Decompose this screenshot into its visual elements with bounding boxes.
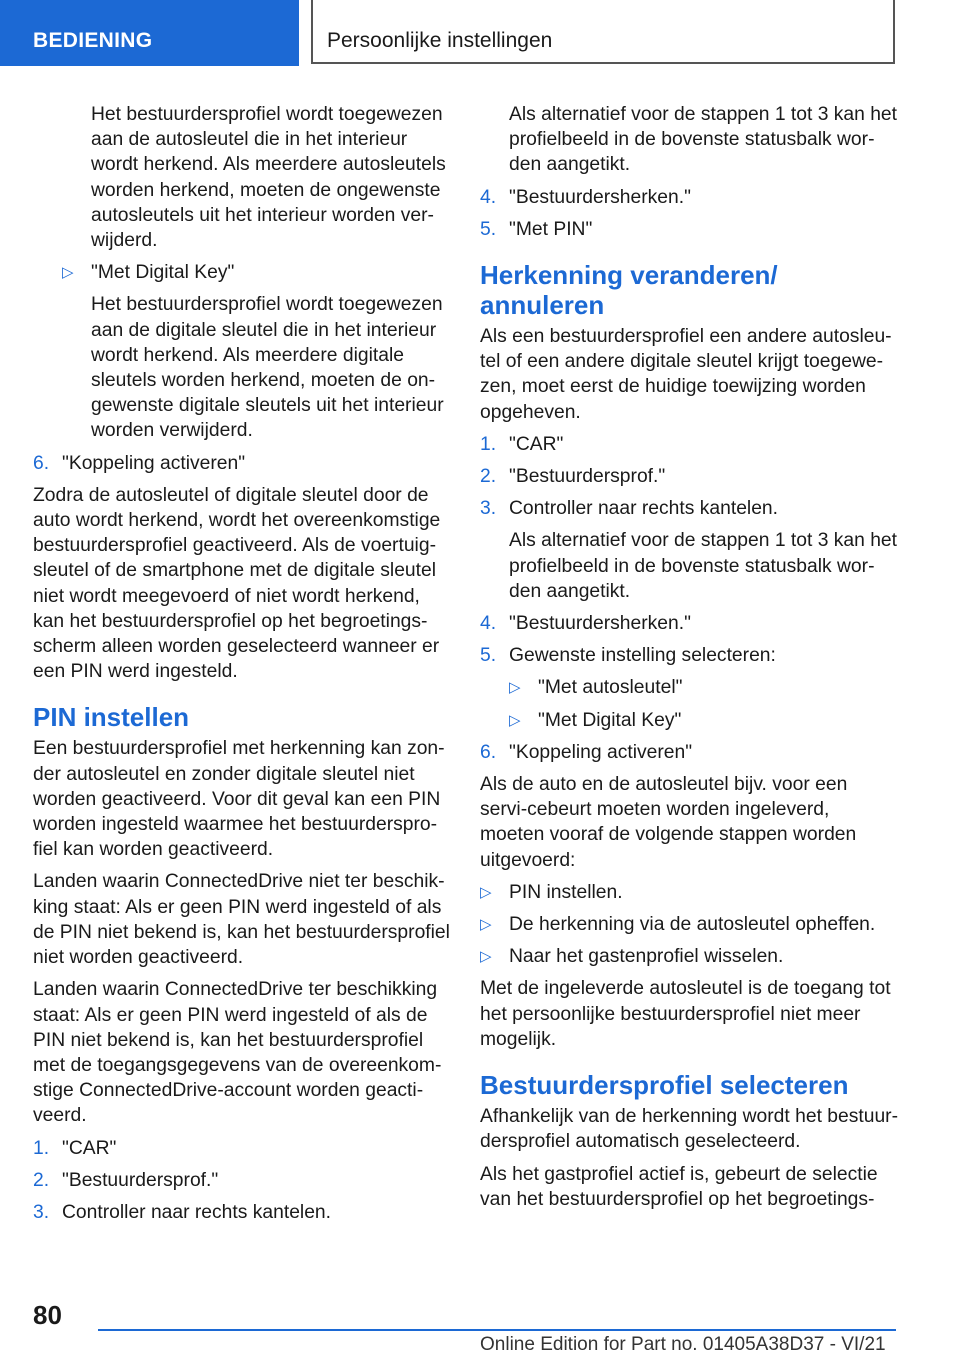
list-item <box>480 496 898 521</box>
list-item <box>480 912 898 937</box>
left-column <box>33 102 451 1232</box>
list-item <box>33 1168 451 1193</box>
edition-note: Online Edition for Part no. 01405A38D37 - VI/21 <box>480 1334 886 1355</box>
list-item <box>33 260 451 285</box>
list-item-label: "Met Digital Key" <box>91 262 235 284</box>
step-text: "Bestuurdersherken." <box>509 613 691 635</box>
right-column <box>480 102 898 1219</box>
triangle-bullet-icon: ▷ <box>509 711 521 729</box>
triangle-bullet-icon: ▷ <box>480 948 492 966</box>
step-text: "Bestuurdersherken." <box>509 186 691 208</box>
paragraph: Als een bestuurdersprofiel een andere autosleu-tel of een andere digitale sleutel krijgt toegewe-zen, moet eerst de huidige toewijzing worden opgeheven. <box>480 326 892 423</box>
list-item <box>480 432 898 457</box>
paragraph: Als het gastprofiel actief is, gebeurt de selectie van het bestuurdersprofiel op het begroetings- <box>480 1163 878 1210</box>
step-text: "CAR" <box>509 433 564 455</box>
paragraph: Met de ingeleverde autosleutel is de toegang tot het persoonlijke bestuurdersprofiel niet meer mogelijk. <box>480 978 891 1050</box>
list-item-label: PIN instellen. <box>509 881 623 903</box>
list-item <box>33 451 451 476</box>
step-number: 2. <box>480 466 497 488</box>
page-header <box>0 0 960 66</box>
list-item-label: "Met autosleutel" <box>538 677 683 699</box>
list-item <box>480 464 898 489</box>
list-item <box>480 185 898 210</box>
paragraph: Zodra de autosleutel of digitale sleutel door de auto wordt herkend, wordt het overeenkomstige bestuurdersprofiel geactiveerd. Als de voertuig-sleutel of de smartphone met de digitale sleutel niet wordt meegevoerd of niet wordt herkend, kan het bestuurdersprofiel op het begroetings-scherm alleen worden geselecteerd wanneer er een PIN werd ingesteld. <box>33 484 441 683</box>
step-text: "Koppeling activeren" <box>62 452 246 474</box>
paragraph: Het bestuurdersprofiel wordt toegewezen aan de autosleutel die in het interieur wordt herkend. Als meerdere autosleutels worden herkend, moeten de ongewenste autosleutels uit het interieur worden ver-wijderd. <box>91 104 446 252</box>
step-number: 5. <box>480 645 497 667</box>
list-item-label: Naar het gastenprofiel wisselen. <box>509 946 784 968</box>
step-number: 6. <box>33 452 50 474</box>
step-text: "Met PIN" <box>509 218 593 240</box>
list-item <box>480 708 898 733</box>
step-text: "CAR" <box>62 1137 117 1159</box>
list-item <box>480 740 898 765</box>
triangle-bullet-icon: ▷ <box>509 679 521 697</box>
section-heading: Bestuurdersprofiel selecteren <box>480 1070 849 1101</box>
step-text: "Bestuurdersprof." <box>509 466 666 488</box>
step-number: 1. <box>33 1137 50 1159</box>
list-item <box>480 611 898 636</box>
triangle-bullet-icon: ▷ <box>480 883 492 901</box>
step-number: 6. <box>480 741 497 763</box>
paragraph: Als de auto en de autosleutel bijv. voor een servi-cebeurt moeten worden ingeleverd, moeten vooraf de volgende stappen worden uitgevoerd: <box>480 774 857 871</box>
step-number: 2. <box>33 1169 50 1191</box>
list-item <box>480 880 898 905</box>
paragraph: Landen waarin ConnectedDrive niet ter beschik-king staat: Als er geen PIN werd ingesteld of als de PIN niet bekend is, kan het bestuurdersprofiel niet worden geactiveerd. <box>33 871 450 969</box>
step-text: "Koppeling activeren" <box>509 741 693 763</box>
paragraph: Landen waarin ConnectedDrive ter beschikking staat: Als er geen PIN werd ingesteld of als de PIN niet bekend is, kan het bestuurdersprofiel met de toegangsgegevens van de overeenkom-stige ConnectedDrive-account worden geacti-veerd. <box>33 979 442 1127</box>
step-text: Controller naar rechts kantelen. <box>62 1201 332 1223</box>
paragraph: Afhankelijk van de herkenning wordt het bestuur-dersprofiel automatisch geselecteerd. <box>480 1106 899 1153</box>
section-label: BEDIENING <box>0 0 299 66</box>
list-item <box>33 1200 451 1225</box>
list-item <box>480 675 898 700</box>
step-text: Gewenste instelling selecteren: <box>509 645 776 667</box>
list-item <box>480 643 898 668</box>
paragraph: Een bestuurdersprofiel met herkenning kan zon-der autosleutel en zonder digitale sleutel niet worden geactiveerd. Voor dit geval kan een PIN worden ingesteld waarmee het bestuurderspro-fiel kan worden geactiveerd. <box>33 738 445 861</box>
paragraph: Het bestuurdersprofiel wordt toegewezen aan de digitale sleutel die in het interieur wordt herkend. Als meerdere digitale sleutels worden herkend, moeten de on-gewenste digitale sleutels uit het interieur worden verwijderd. <box>91 294 444 442</box>
page-number: 80 <box>33 1300 62 1330</box>
list-item <box>480 217 898 242</box>
list-item-label: "Met Digital Key" <box>538 709 682 731</box>
list-item-label: De herkenning via de autosleutel opheffen. <box>509 914 876 936</box>
paragraph: Als alternatief voor de stappen 1 tot 3 kan het profielbeeld in de bovenste statusbalk wor-den aangetikt. <box>509 104 898 176</box>
list-item <box>33 1136 451 1161</box>
chapter-title: Persoonlijke instellingen <box>311 0 895 64</box>
section-heading: Herkenning veranderen/ annuleren <box>480 260 778 321</box>
step-number: 4. <box>480 186 497 208</box>
section-heading: PIN instellen <box>33 702 190 733</box>
footer-divider <box>98 1329 896 1331</box>
step-number: 3. <box>480 498 497 520</box>
paragraph: Als alternatief voor de stappen 1 tot 3 kan het profielbeeld in de bovenste statusbalk wor-den aangetikt. <box>509 530 898 602</box>
step-text: Controller naar rechts kantelen. <box>509 498 779 520</box>
step-text: "Bestuurdersprof." <box>62 1169 219 1191</box>
step-number: 1. <box>480 433 497 455</box>
step-number: 4. <box>480 613 497 635</box>
triangle-bullet-icon: ▷ <box>480 916 492 934</box>
step-number: 5. <box>480 218 497 240</box>
triangle-bullet-icon: ▷ <box>62 264 74 282</box>
list-item <box>480 944 898 969</box>
step-number: 3. <box>33 1201 50 1223</box>
